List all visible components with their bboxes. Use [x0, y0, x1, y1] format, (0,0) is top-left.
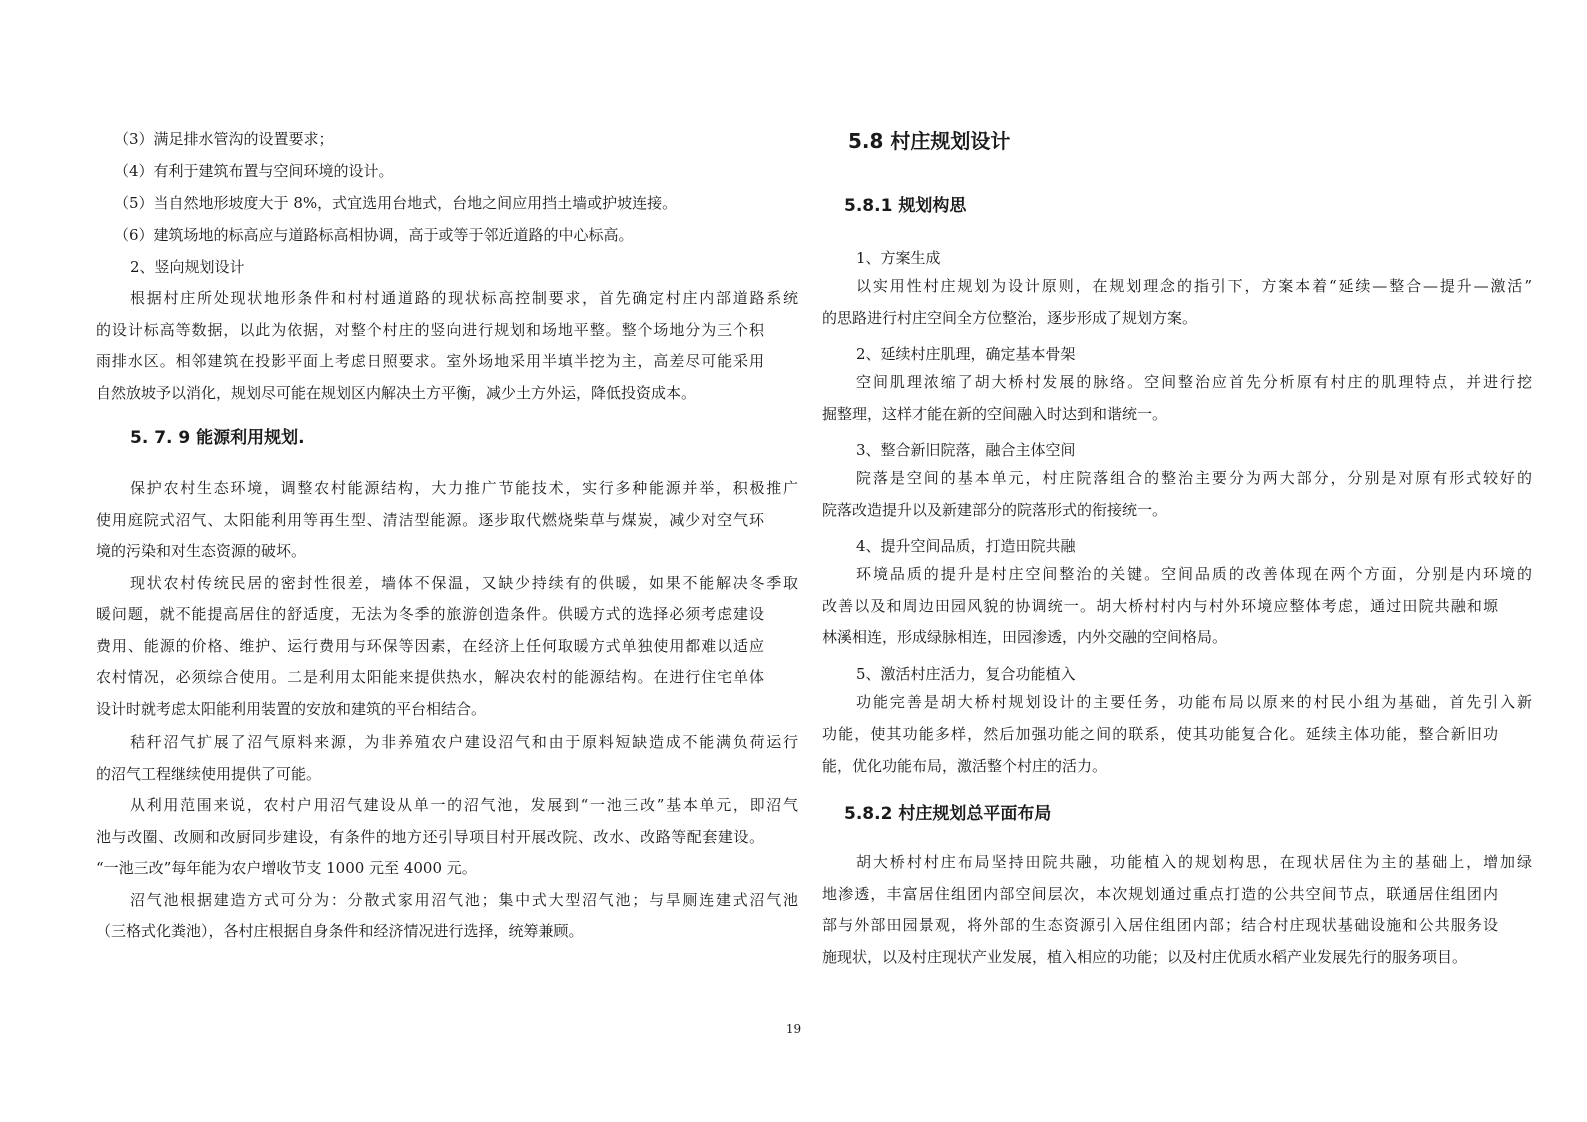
paragraph-line: 改善以及和周边田园风貌的协调统一。胡大桥村村内与村外环境应整体考虑，通过田院共融和塬 — [822, 597, 1498, 615]
paragraph-line: 根据村庄所处现状地形条件和村村通道路的现状标高控制要求，首先确定村庄内部道路系统 — [130, 289, 798, 307]
list-item: （6）建筑场地的标高应与道路标高相协调，高于或等于邻近道路的中心标高。 — [114, 226, 634, 244]
paragraph-line: 从利用范围来说，农村户用沼气建设从单一的沼气池，发展到“一池三改”基本单元，即沼气 — [130, 796, 798, 814]
paragraph-line: 暖问题，就不能提高居住的舒适度，无法为冬季的旅游创造条件。供暖方式的选择必须考虑建设 — [96, 605, 764, 623]
paragraph-line: 功能，使其功能多样，然后加强功能之间的联系，使其功能复合化。延续主体功能，整合新旧功 — [822, 725, 1498, 743]
section-heading-58: 5.8 村庄规划设计 — [848, 129, 1011, 153]
paragraph-line: 雨排水区。相邻建筑在投影平面上考虑日照要求。室外场地采用半填半挖为主，高差尽可能采用 — [96, 352, 764, 370]
paragraph-line: 以实用性村庄规划为设计原则，在规划理念的指引下，方案本着“延续—整合—提升—激活” — [856, 277, 1532, 295]
paragraph-line: 沼气池根据建造方式可分为：分散式家用沼气池；集中式大型沼气池；与旱厕连建式沼气池 — [130, 891, 798, 909]
paragraph-line: 空间肌理浓缩了胡大桥村发展的脉络。空间整治应首先分析原有村庄的肌理特点，并进行挖 — [856, 373, 1532, 391]
paragraph-line: 设计时就考虑太阳能利用装置的安放和建筑的平台相结合。 — [96, 700, 487, 718]
paragraph-line: 费用、能源的价格、维护、运行费用与环保等因素，在经济上任何取暖方式单独使用都难以适应 — [96, 637, 764, 655]
list-item: （3）满足排水管沟的设置要求； — [114, 130, 334, 148]
paragraph-line: 的设计标高等数据，以此为依据，对整个村庄的竖向进行规划和场地平整。整个场地分为三个积 — [96, 321, 764, 339]
page-number: 19 — [785, 1022, 802, 1036]
section-heading-582: 5.8.2 村庄规划总平面布局 — [844, 804, 1052, 824]
paragraph-line: 功能完善是胡大桥村规划设计的主要任务，功能布局以原来的村民小组为基础，首先引入新 — [856, 693, 1532, 711]
paragraph-line: （三格式化粪池），各村庄根据自身条件和经济情况进行选择，统筹兼顾。 — [96, 922, 584, 940]
sub-heading-vertical-planning: 2、竖向规划设计 — [130, 258, 245, 276]
paragraph-line: 使用庭院式沼气、太阳能利用等再生型、清洁型能源。逐步取代燃烧柴草与煤炭，减少对空气环 — [96, 511, 764, 529]
paragraph-line: 自然放坡予以消化，规划尽可能在规划区内解决土方平衡，减少土方外运，降低投资成本。 — [96, 384, 697, 402]
paragraph-line: 的沼气工程继续使用提供了可能。 — [96, 765, 322, 783]
paragraph-line: 地渗透，丰富居住组团内部空间层次，本次规划通过重点打造的公共空间节点，联通居住组团内 — [822, 885, 1498, 903]
paragraph-line: 掘整理，这样才能在新的空间融入时达到和谐统一。 — [822, 405, 1168, 423]
paragraph-line: 的思路进行村庄空间全方位整治，逐步形成了规划方案。 — [822, 309, 1198, 327]
paragraph-line: 院落改造提升以及新建部分的院落形式的衔接统一。 — [822, 501, 1168, 519]
paragraph-line: 能，优化功能布局，激活整个村庄的活力。 — [822, 757, 1108, 775]
sub-heading: 3、整合新旧院落，融合主体空间 — [856, 441, 1076, 459]
sub-heading: 5、激活村庄活力，复合功能植入 — [856, 665, 1076, 683]
paragraph-line: 池与改圈、改厕和改厨同步建设，有条件的地方还引导项目村开展改院、改水、改路等配套建设。 — [96, 828, 764, 846]
section-heading-581: 5.8.1 规划构思 — [844, 196, 967, 216]
list-item: （5）当自然地形坡度大于 8%，式宜选用台地式，台地之间应用挡土墙或护坡连接。 — [114, 194, 678, 212]
section-heading-579: 5. 7. 9 能源利用规划. — [130, 428, 305, 448]
paragraph-line: 现状农村传统民居的密封性很差，墙体不保温，又缺少持续有的供暖，如果不能解决冬季取 — [130, 574, 798, 592]
sub-heading: 2、延续村庄肌理，确定基本骨架 — [856, 345, 1076, 363]
sub-heading: 1、方案生成 — [856, 249, 941, 267]
paragraph-line: 秸秆沼气扩展了沼气原料来源，为非养殖农户建设沼气和由于原料短缺造成不能满负荷运行 — [130, 733, 798, 751]
paragraph-line: 院落是空间的基本单元，村庄院落组合的整治主要分为两大部分，分别是对原有形式较好的 — [856, 469, 1532, 487]
list-item: （4）有利于建筑布置与空间环境的设计。 — [114, 162, 394, 180]
sub-heading: 4、提升空间品质，打造田院共融 — [856, 537, 1076, 555]
paragraph-line: 保护农村生态环境，调整农村能源结构，大力推广节能技术，实行多种能源并举，积极推广 — [130, 479, 798, 497]
paragraph-line: 环境品质的提升是村庄空间整治的关键。空间品质的改善体现在两个方面，分别是内环境的 — [856, 565, 1532, 583]
paragraph-line: 胡大桥村村庄布局坚持田院共融，功能植入的规划构思，在现状居住为主的基础上，增加绿 — [856, 853, 1532, 871]
paragraph-line: “一池三改”每年能为农户增收节支 1000 元至 4000 元。 — [96, 859, 477, 877]
paragraph-line: 境的污染和对生态资源的破坏。 — [96, 542, 307, 560]
paragraph-line: 部与外部田园景观，将外部的生态资源引入居住组团内部；结合村庄现状基础设施和公共服务设 — [822, 916, 1498, 934]
paragraph-line: 农村情况，必须综合使用。二是利用太阳能来提供热水，解决农村的能源结构。在进行住宅单体 — [96, 668, 764, 686]
paragraph-line: 林溪相连，形成绿脉相连，田园渗透，内外交融的空间格局。 — [822, 628, 1228, 646]
paragraph-line: 施现状，以及村庄现状产业发展，植入相应的功能；以及村庄优质水稻产业发展先行的服务项目。 — [822, 948, 1468, 966]
